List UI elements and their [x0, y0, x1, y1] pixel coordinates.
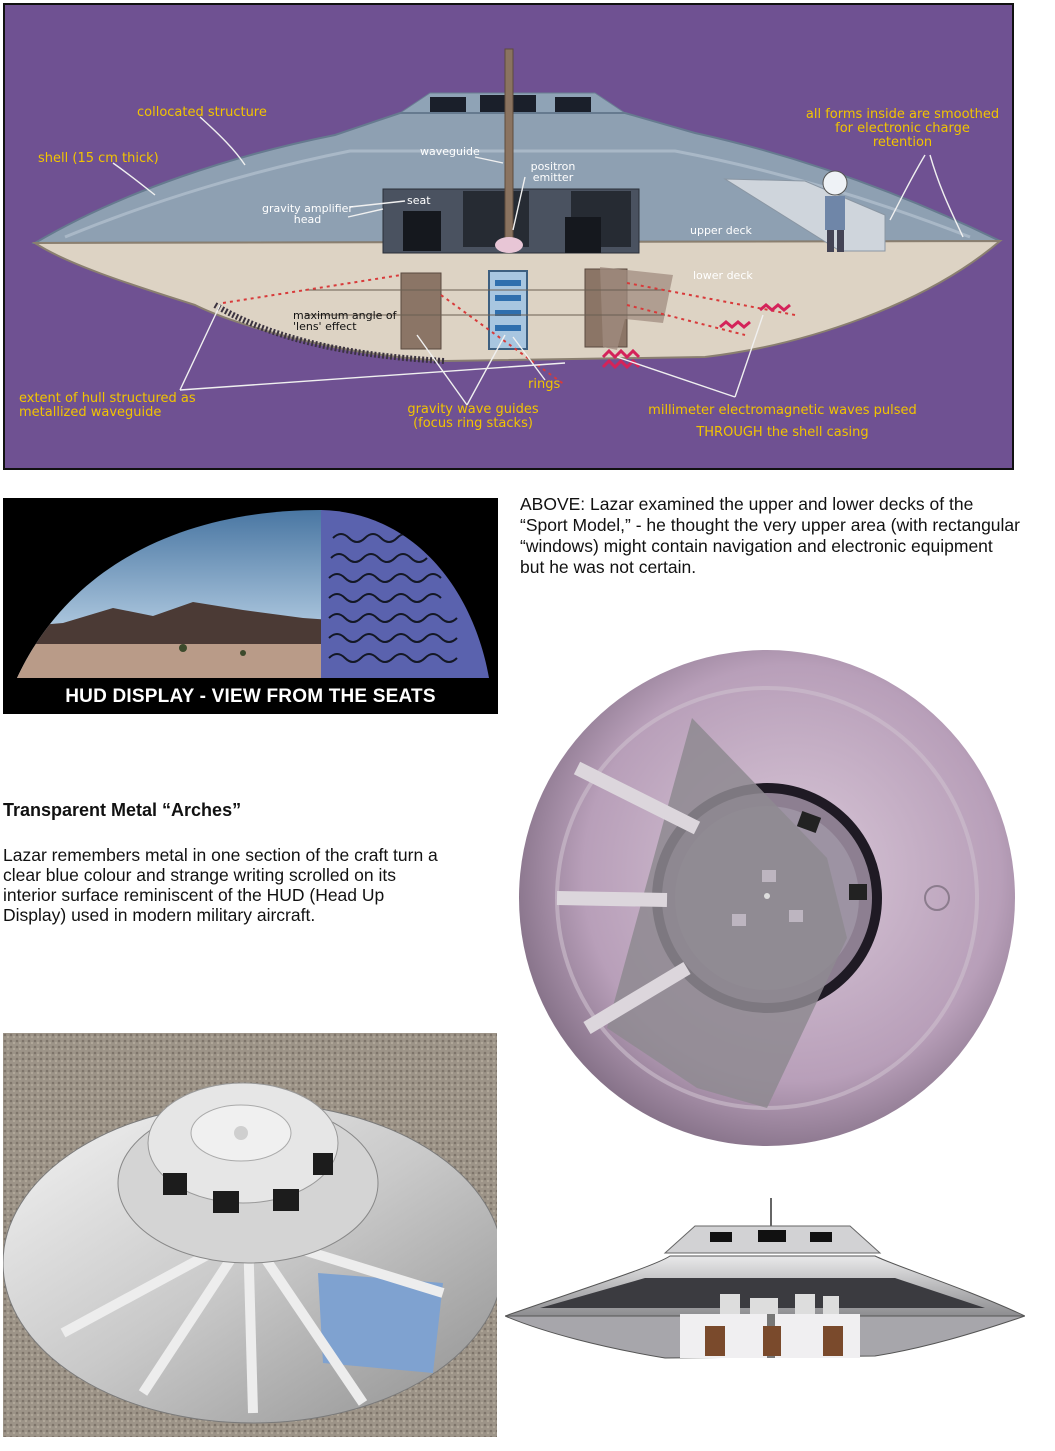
label-extent-of-hull: extent of hull structured as metallized waveguide [19, 391, 196, 420]
saucer-model-illustration [3, 1033, 497, 1437]
label-waveguide: waveguide [420, 145, 480, 158]
label-seat: seat [407, 194, 431, 207]
label-rings: rings [528, 377, 561, 392]
saucer-model-photo [3, 1033, 497, 1437]
saucer-side-cutaway [505, 1198, 1025, 1443]
label-positron-emitter: positron emitter [530, 160, 576, 184]
label-millimeter-waves: millimeter electromagnetic waves pulsed THROUGH the shell casing [648, 403, 917, 440]
label-gravity-amplifier-head: gravity amplifier head [262, 202, 353, 226]
hud-display-panel [3, 498, 498, 714]
saucer-side-cutaway-render [505, 1198, 1025, 1443]
saucer-top-view [517, 648, 1017, 1148]
arches-body-text: Lazar remembers metal in one section of the craft turn a clear blue colour and strange writing scrolled on its interior surface reminiscent of the HUD (Head Up Display) used in modern military aircraft. [3, 845, 438, 925]
hud-view-illustration [3, 498, 498, 714]
saucer-top-view-render [517, 648, 1017, 1148]
above-caption: ABOVE: Lazar examined the upper and lower decks of the “Sport Model,” - he thought the very upper area (with rectangular “windows) might contain navigation and electronic equipment but he was not certain. [520, 494, 1020, 577]
hud-caption: HUD DISPLAY - VIEW FROM THE SEATS [65, 686, 436, 707]
label-shell: shell (15 cm thick) [38, 151, 159, 166]
label-maximum-angle: maximum angle of 'lens' effect [293, 309, 397, 333]
label-lower-deck: lower deck [693, 269, 753, 282]
label-all-forms-smoothed: all forms inside are smoothed for electronic charge retention [805, 107, 1000, 150]
arches-heading: Transparent Metal “Arches” [3, 800, 242, 820]
cutaway-diagram [3, 3, 1014, 470]
label-gravity-wave-guides: gravity wave guides (focus ring stacks) [407, 402, 539, 431]
label-collocated-structure: collocated structure [137, 105, 267, 120]
label-upper-deck: upper deck [690, 224, 752, 237]
